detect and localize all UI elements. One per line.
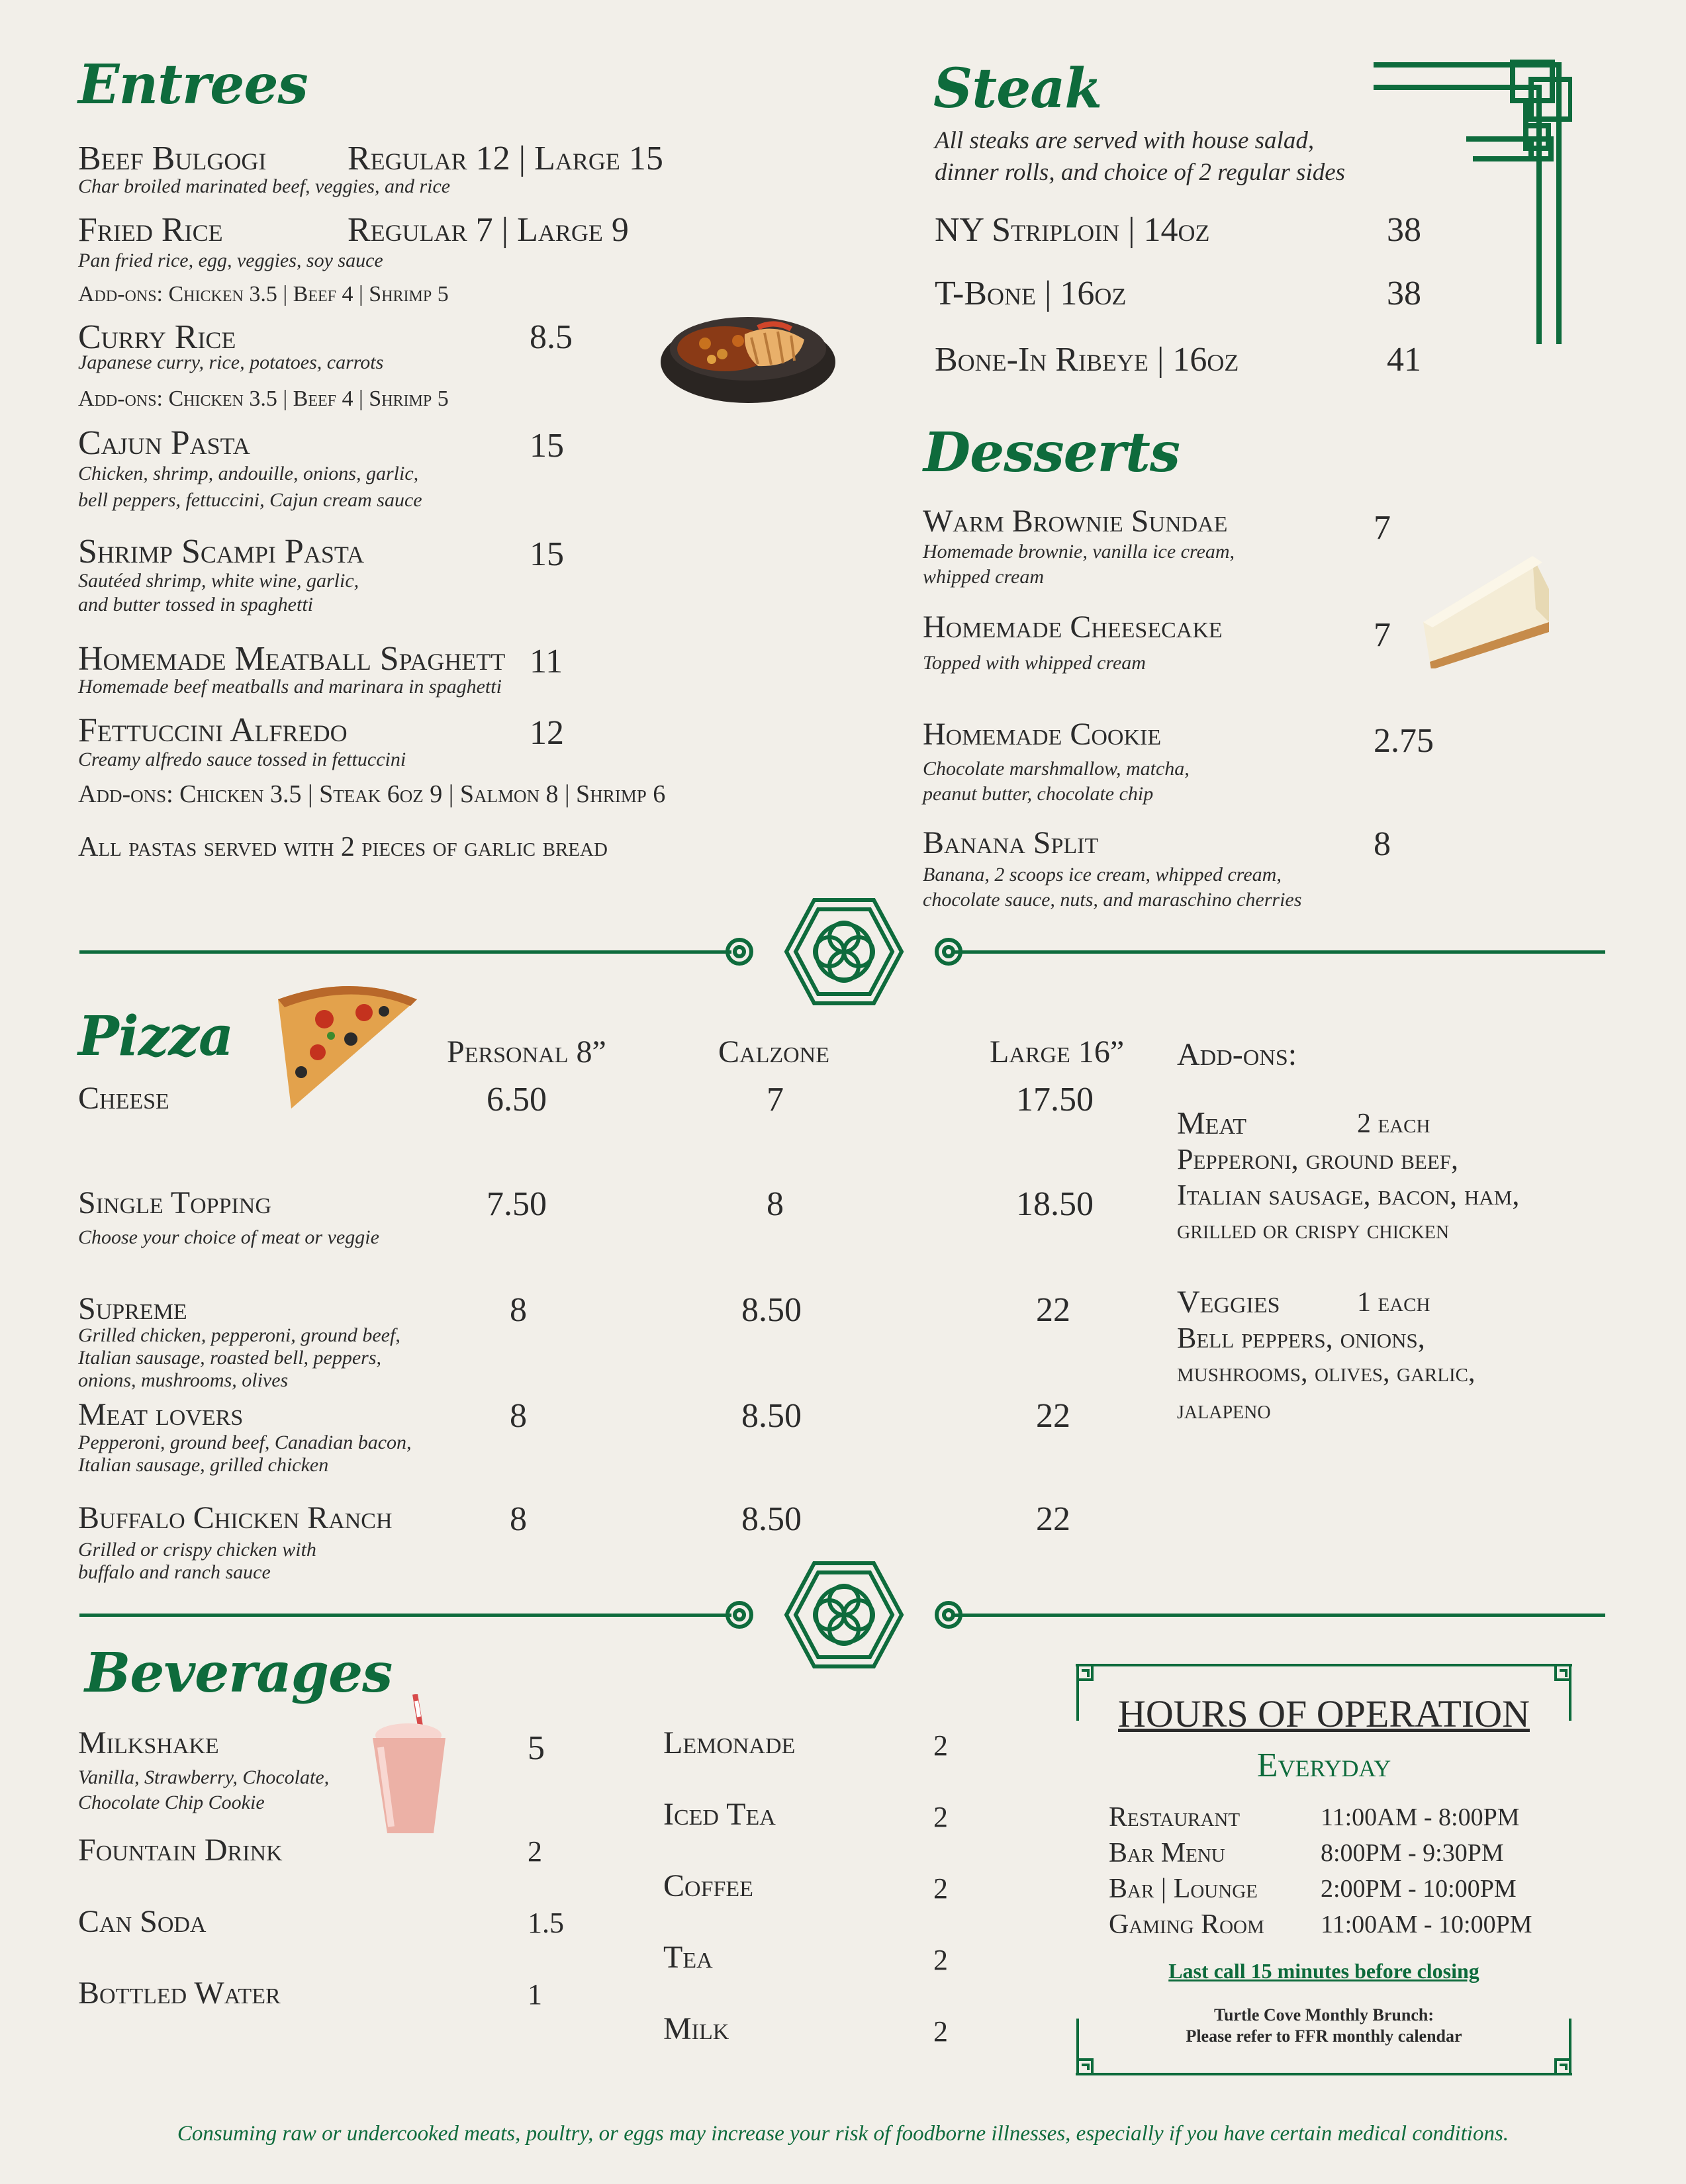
- pizza-meat-lovers-personal: 8: [510, 1397, 527, 1435]
- hours-row-restaurant: [1109, 1801, 1240, 1833]
- milkshake-picture: [361, 1694, 460, 1840]
- milkshake-name: Milkshake: [78, 1725, 219, 1760]
- pizza-buffalo-large: 22: [1036, 1500, 1070, 1538]
- cheesecake-price: 7: [1374, 616, 1391, 654]
- tea-price: 2: [933, 1944, 948, 1976]
- fried-rice-name: Fried Rice: [78, 211, 223, 249]
- banana-split-price: 8: [1374, 825, 1391, 863]
- hours-subtitle: Everyday: [1256, 1747, 1391, 1784]
- pizza-veg-label: Veggies: [1177, 1285, 1280, 1320]
- pizza-supreme-desc-3: onions, mushrooms, olives: [78, 1369, 289, 1391]
- pizza-veg-list-2: mushrooms, olives, garlic,: [1177, 1357, 1475, 1388]
- pizza-col-large: Large 16”: [990, 1034, 1125, 1069]
- hours-time-restaurant: 11:00AM - 8:00PM: [1321, 1803, 1520, 1831]
- curry-rice-desc: Japanese curry, rice, potatoes, carrots: [78, 351, 384, 373]
- pizza-meat-list-2: Italian sausage, bacon, ham,: [1177, 1179, 1520, 1211]
- cheesecake-name: Homemade Cheesecake: [923, 610, 1223, 645]
- pizza-meat-lovers-calzone: 8.50: [741, 1397, 802, 1435]
- brownie-sundae-desc-1: Homemade brownie, vanilla ice cream,: [923, 541, 1235, 563]
- desserts-heading: Desserts: [923, 421, 1180, 484]
- pizza-cheese-calzone: 7: [767, 1081, 784, 1118]
- pizza-meat-lovers-large: 22: [1036, 1397, 1070, 1435]
- pizza-heading: Pizza: [78, 1005, 234, 1068]
- pizza-buffalo-calzone: 8.50: [741, 1500, 802, 1538]
- hours-row-gaming-room: [1109, 1909, 1264, 1940]
- hours-label-bar-lounge: Bar | Lounge: [1109, 1874, 1258, 1904]
- corner-ornament: [1374, 60, 1572, 344]
- can-soda-name: Can Soda: [78, 1904, 207, 1939]
- hours-label-bar-menu: Bar Menu: [1109, 1838, 1225, 1868]
- steak-note-2: dinner rolls, and choice of 2 regular sides: [935, 159, 1346, 186]
- beef-bulgogi-price: Regular 12 | Large 15: [348, 140, 663, 177]
- steak-price-ny-striploin: 38: [1387, 211, 1421, 249]
- steak-note-1: All steaks are served with house salad,: [935, 127, 1315, 154]
- hours-label-gaming-room: Gaming Room: [1109, 1909, 1264, 1940]
- fountain-drink-price: 2: [528, 1835, 542, 1868]
- iced-tea-name: Iced Tea: [663, 1797, 776, 1832]
- divider-emblem-2: [722, 1558, 966, 1670]
- cheesecake-desc: Topped with whipped cream: [923, 652, 1146, 674]
- hours-row-bar-lounge: [1109, 1873, 1258, 1905]
- banana-split-name: Banana Split: [923, 825, 1099, 860]
- pizza-meat-lovers-name: Meat lovers: [78, 1397, 244, 1432]
- pizza-supreme-desc-1: Grilled chicken, pepperoni, ground beef,: [78, 1324, 400, 1346]
- pizza-cheese-personal: 6.50: [487, 1081, 547, 1118]
- cajun-pasta-name: Cajun Pasta: [78, 424, 250, 462]
- cookie-desc-2: peanut butter, chocolate chip: [923, 783, 1154, 805]
- pizza-single-topping-name: Single Topping: [78, 1185, 271, 1220]
- fettuccini-alfredo-desc: Creamy alfredo sauce tossed in fettuccini: [78, 749, 406, 770]
- shrimp-scampi-desc-1: Sautéed shrimp, white wine, garlic,: [78, 570, 359, 592]
- fettuccini-alfredo-price: 12: [530, 714, 564, 752]
- milkshake-price: 5: [528, 1729, 545, 1767]
- hours-time-bar-menu: 8:00PM - 9:30PM: [1321, 1839, 1504, 1867]
- curry-rice-addons: Add-ons: Chicken 3.5 | Beef 4 | Shrimp 5: [78, 387, 449, 411]
- can-soda-price: 1.5: [528, 1907, 564, 1939]
- pizza-cheese-name: Cheese: [78, 1081, 169, 1116]
- divider-emblem-1: [722, 895, 966, 1007]
- pasta-note: All pastas served with 2 pieces of garlic bread: [78, 832, 608, 862]
- brunch-note-2: Please refer to FFR monthly calendar: [1186, 2026, 1462, 2046]
- bottled-water-name: Bottled Water: [78, 1976, 281, 2011]
- meatball-spaghetti-name: Homemade Meatball Spaghett: [78, 640, 506, 678]
- footer-disclaimer: Consuming raw or undercooked meats, poultry, or eggs may increase your risk of foodborne illnesses, especially if you have certain medical conditions.: [177, 2122, 1509, 2146]
- steak-item-ny-striploin: NY Striploin | 14oz: [935, 211, 1210, 249]
- pizza-single-topping-calzone: 8: [767, 1185, 784, 1223]
- pizza-addons-heading: Add-ons:: [1177, 1037, 1297, 1072]
- entrees-heading: Entrees: [78, 53, 308, 116]
- hours-label-restaurant: Restaurant: [1109, 1802, 1241, 1833]
- brownie-sundae-price: 7: [1374, 509, 1391, 547]
- pizza-meat-price: 2 each: [1357, 1109, 1430, 1139]
- meatball-spaghetti-desc: Homemade beef meatballs and marinara in spaghetti: [78, 676, 502, 698]
- beverages-heading: Beverages: [85, 1641, 393, 1705]
- divider-line-left-2: [79, 1614, 731, 1617]
- pizza-supreme-large: 22: [1036, 1291, 1070, 1329]
- fried-rice-price: Regular 7 | Large 9: [348, 211, 629, 249]
- pizza-veg-list-3: jalapeno: [1177, 1394, 1271, 1424]
- pizza-buffalo-personal: 8: [510, 1500, 527, 1538]
- steak-price-ribeye: 41: [1387, 341, 1421, 379]
- pizza-single-topping-personal: 7.50: [487, 1185, 547, 1223]
- meatball-spaghetti-price: 11: [530, 643, 563, 680]
- curry-bowl-picture: [659, 301, 837, 407]
- pizza-supreme-name: Supreme: [78, 1291, 187, 1326]
- fettuccini-alfredo-addons: Add-ons: Chicken 3.5 | Steak 6oz 9 | Salmon 8 | Shrimp 6: [78, 780, 666, 808]
- cookie-name: Homemade Cookie: [923, 717, 1162, 752]
- pizza-veg-list-1: Bell peppers, onions,: [1177, 1322, 1425, 1354]
- last-call-note: Last call 15 minutes before closing: [1168, 1959, 1479, 1983]
- steak-heading: Steak: [933, 57, 1102, 120]
- steak-item-ribeye: Bone-In Ribeye | 16oz: [935, 341, 1239, 379]
- pizza-cheese-large: 17.50: [1016, 1081, 1094, 1118]
- shrimp-scampi-name: Shrimp Scampi Pasta: [78, 533, 364, 570]
- milk-price: 2: [933, 2015, 948, 2048]
- steak-price-t-bone: 38: [1387, 275, 1421, 312]
- cajun-pasta-desc-1: Chicken, shrimp, andouille, onions, garlic,: [78, 463, 419, 484]
- milk-name: Milk: [663, 2011, 729, 2046]
- coffee-price: 2: [933, 1872, 948, 1905]
- pizza-meat-list-1: Pepperoni, ground beef,: [1177, 1143, 1459, 1175]
- pizza-supreme-personal: 8: [510, 1291, 527, 1329]
- fried-rice-addons: Add-ons: Chicken 3.5 | Beef 4 | Shrimp 5: [78, 282, 449, 306]
- pizza-supreme-calzone: 8.50: [741, 1291, 802, 1329]
- fried-rice-desc: Pan fried rice, egg, veggies, soy sauce: [78, 250, 383, 271]
- hours-row-bar-menu: [1109, 1837, 1225, 1869]
- fettuccini-alfredo-name: Fettuccini Alfredo: [78, 711, 348, 749]
- pizza-meat-label: Meat: [1177, 1106, 1247, 1141]
- milkshake-desc-1: Vanilla, Strawberry, Chocolate,: [78, 1766, 330, 1788]
- coffee-name: Coffee: [663, 1868, 753, 1903]
- divider-line-right-2: [953, 1614, 1605, 1617]
- curry-rice-price: 8.5: [530, 318, 573, 356]
- iced-tea-price: 2: [933, 1801, 948, 1833]
- bottled-water-price: 1: [528, 1978, 542, 2011]
- cajun-pasta-price: 15: [530, 427, 564, 465]
- hours-title: HOURS OF OPERATION: [1118, 1692, 1530, 1735]
- pizza-supreme-desc-2: Italian sausage, roasted bell, peppers,: [78, 1347, 382, 1369]
- pizza-single-topping-desc: Choose your choice of meat or veggie: [78, 1226, 379, 1248]
- pizza-meat-lovers-desc-2: Italian sausage, grilled chicken: [78, 1454, 329, 1476]
- pizza-buffalo-desc-2: buffalo and ranch sauce: [78, 1561, 271, 1583]
- tea-name: Tea: [663, 1940, 713, 1975]
- cookie-price: 2.75: [1374, 722, 1434, 760]
- shrimp-scampi-price: 15: [530, 535, 564, 573]
- brownie-sundae-name: Warm Brownie Sundae: [923, 504, 1228, 539]
- brunch-note-1: Turtle Cove Monthly Brunch:: [1214, 2005, 1434, 2025]
- pizza-veg-price: 1 each: [1357, 1287, 1430, 1318]
- cookie-desc-1: Chocolate marshmallow, matcha,: [923, 758, 1190, 780]
- steak-item-t-bone: T-Bone | 16oz: [935, 275, 1127, 312]
- curry-rice-name: Curry Rice: [78, 318, 236, 356]
- beef-bulgogi-name: Beef Bulgogi: [78, 140, 267, 177]
- pizza-col-calzone: Calzone: [718, 1034, 829, 1069]
- pizza-col-personal: Personal 8”: [447, 1034, 606, 1069]
- banana-split-desc-1: Banana, 2 scoops ice cream, whipped cream,: [923, 864, 1282, 886]
- pizza-slice-picture: [252, 973, 424, 1112]
- cajun-pasta-desc-2: bell peppers, fettuccini, Cajun cream sauce: [78, 489, 422, 511]
- banana-split-desc-2: chocolate sauce, nuts, and maraschino cherries: [923, 889, 1302, 911]
- divider-line-left-1: [79, 950, 731, 954]
- pizza-buffalo-desc-1: Grilled or crispy chicken with: [78, 1539, 316, 1561]
- shrimp-scampi-desc-2: and butter tossed in spaghetti: [78, 594, 313, 615]
- cheesecake-picture: [1417, 549, 1552, 668]
- lemonade-name: Lemonade: [663, 1725, 796, 1760]
- divider-line-right-1: [953, 950, 1605, 954]
- brownie-sundae-desc-2: whipped cream: [923, 566, 1045, 588]
- pizza-meat-list-3: grilled or crispy chicken: [1177, 1214, 1450, 1244]
- lemonade-price: 2: [933, 1729, 948, 1762]
- beef-bulgogi-desc: Char broiled marinated beef, veggies, and rice: [78, 175, 451, 197]
- fountain-drink-name: Fountain Drink: [78, 1833, 283, 1868]
- hours-time-gaming-room: 11:00AM - 10:00PM: [1321, 1911, 1532, 1938]
- pizza-meat-lovers-desc-1: Pepperoni, ground beef, Canadian bacon,: [78, 1432, 412, 1453]
- pizza-single-topping-large: 18.50: [1016, 1185, 1094, 1223]
- hours-time-bar-lounge: 2:00PM - 10:00PM: [1321, 1875, 1517, 1903]
- pizza-buffalo-name: Buffalo Chicken Ranch: [78, 1500, 393, 1535]
- milkshake-desc-2: Chocolate Chip Cookie: [78, 1792, 265, 1813]
